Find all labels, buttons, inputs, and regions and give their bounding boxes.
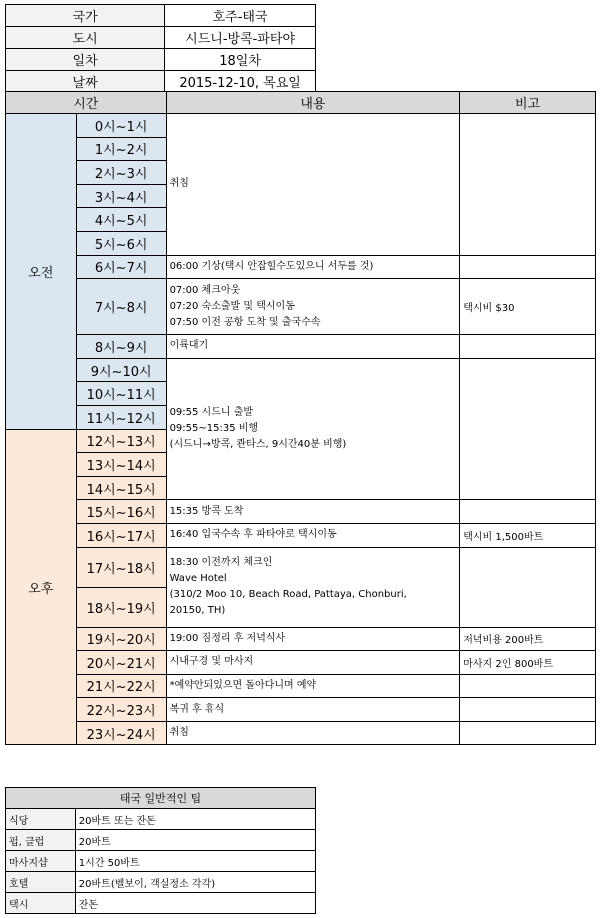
hour-cell: 4시~5시 [76,208,166,232]
hour-cell: 2시~3시 [76,161,166,185]
content-cell [166,547,460,627]
city-value: 시드니-방콕-파타야 [165,27,316,49]
trip-info-table [5,4,316,93]
hour-cell: 22시~23시 [76,698,166,722]
content-cell: *예약안되있으면 돌아다니며 예약 [166,674,460,698]
tip-amount: 20바트 [75,830,315,851]
note-cell [460,255,596,279]
table-row [6,358,596,382]
hour-cell: 1시~2시 [76,137,166,161]
hour-cell: 5시~6시 [76,231,166,255]
tip-category: 펍, 클럽 [6,830,76,851]
note-cell: 택시비 1,500바트 [460,523,596,547]
tip-category: 택시 [6,893,76,914]
hour-cell: 11시~12시 [76,405,166,429]
note-cell [460,674,596,698]
table-row [6,830,316,851]
note-cell [460,698,596,722]
note-cell: 마사지 2인 800바트 [460,651,596,675]
day-value: 18일차 [165,49,316,71]
table-row [6,651,596,675]
content-line: Wave Hotel [169,573,227,584]
hour-cell: 19시~20시 [76,627,166,651]
table-row [6,523,596,547]
table-row [6,114,596,138]
content-cell: 취침 [166,721,460,745]
content-line: 09:55~15:35 비행 [169,423,259,435]
content-line: 20150, TH) [169,605,226,616]
content-line: 09:55 시드니 출발 [169,407,254,419]
hour-cell: 20시~21시 [76,651,166,675]
content-line: (시드니→방콕, 콴타스, 9시간40분 비행) [169,439,347,451]
date-label: 날짜 [6,71,165,93]
day-label: 일차 [6,49,165,71]
hour-cell: 10시~11시 [76,382,166,406]
content-line: (310/2 Moo 10, Beach Road, Pattaya, Chonburi, [169,589,407,600]
tips-header-row [6,788,316,809]
hour-cell: 21시~22시 [76,674,166,698]
hour-cell: 16시~17시 [76,523,166,547]
note-cell: 택시비 $30 [460,279,596,335]
note-cell [460,335,596,359]
hour-cell: 18시~19시 [76,587,166,627]
period-pm: 오후 [6,429,77,745]
content-cell: 이륙대기 [166,335,460,359]
table-row [6,721,596,745]
header-time: 시간 [6,92,167,114]
tip-amount: 20바트(벨보이, 객실정소 각각) [75,872,315,893]
table-row [6,547,596,587]
content-line: 07:20 숙소출발 및 택시이동 [169,300,295,312]
content-cell: 16:40 입국수속 후 파타야로 택시이동 [166,523,460,547]
content-cell [166,279,460,335]
content-line: 07:00 체크아웃 [169,284,241,296]
tip-category: 마사지샵 [6,851,76,872]
table-row [6,279,596,335]
table-row [6,335,596,359]
city-row [6,27,316,49]
content-line: 07:50 이전 공항 도착 및 출국수속 [169,316,321,328]
country-label: 국가 [6,5,165,27]
hour-cell: 8시~9시 [76,335,166,359]
table-row [6,255,596,279]
table-row [6,893,316,914]
note-cell: 저녁비용 200바트 [460,627,596,651]
thailand-tips-table [5,787,316,914]
header-note: 비고 [460,92,596,114]
table-row [6,698,596,722]
content-cell: 복귀 후 휴식 [166,698,460,722]
hour-cell: 23시~24시 [76,721,166,745]
content-cell: 19:00 짐정리 후 저녁식사 [166,627,460,651]
hour-cell: 14시~15시 [76,476,166,500]
table-row [6,851,316,872]
table-row [6,809,316,830]
table-row [6,500,596,524]
date-value: 2015-12-10, 목요일 [165,71,316,93]
country-value: 호주-태국 [165,5,316,27]
hour-cell: 17시~18시 [76,547,166,587]
table-row [6,674,596,698]
hour-cell: 9시~10시 [76,358,166,382]
tip-amount: 20바트 또는 잔돈 [75,809,315,830]
note-cell [460,547,596,627]
schedule-header-row [6,92,596,114]
hour-cell: 6시~7시 [76,255,166,279]
tip-amount: 1시간 50바트 [75,851,315,872]
tip-category: 호텔 [6,872,76,893]
tips-title: 태국 일반적인 팁 [6,788,316,809]
table-row [6,872,316,893]
schedule-table [5,91,596,745]
day-row [6,49,316,71]
table-row [6,627,596,651]
note-cell [460,114,596,256]
content-cell: 06:00 기상(택시 안잡힐수도있으니 서두를 것) [166,255,460,279]
tip-amount: 잔돈 [75,893,315,914]
note-cell [460,721,596,745]
date-row [6,71,316,93]
note-cell [460,358,596,500]
hour-cell: 7시~8시 [76,279,166,335]
period-am: 오전 [6,114,77,430]
city-label: 도시 [6,27,165,49]
hour-cell: 15시~16시 [76,500,166,524]
header-content: 내용 [166,92,460,114]
hour-cell: 3시~4시 [76,184,166,208]
content-cell [166,358,460,500]
hour-cell: 12시~13시 [76,429,166,453]
hour-cell: 13시~14시 [76,453,166,477]
content-cell: 취침 [166,114,460,256]
note-cell [460,500,596,524]
content-line: 18:30 이전까지 체크인 [169,557,273,568]
country-row [6,5,316,27]
content-cell: 15:35 방콕 도착 [166,500,460,524]
content-cell: 시내구경 및 마사지 [166,651,460,675]
tip-category: 식당 [6,809,76,830]
hour-cell: 0시~1시 [76,114,166,138]
